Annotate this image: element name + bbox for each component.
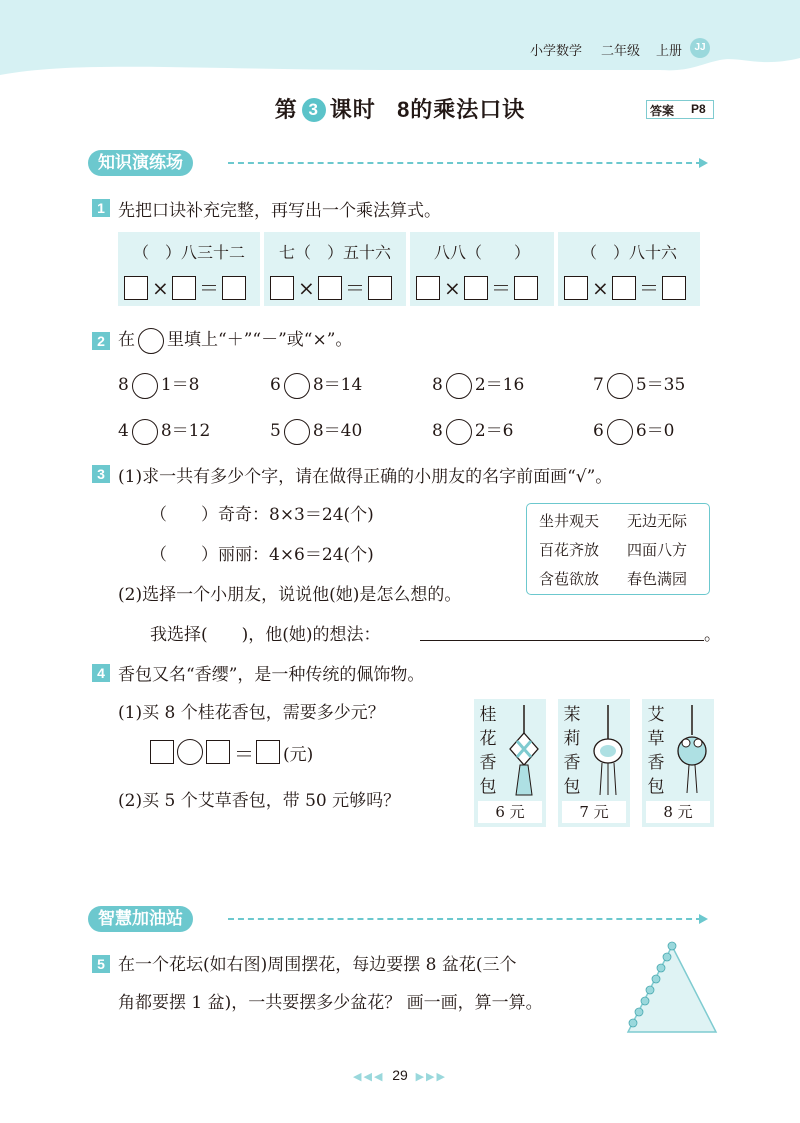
operator-circle[interactable] <box>284 373 310 399</box>
operator-circle[interactable] <box>132 373 158 399</box>
q2-item: 8 1＝8 <box>118 371 199 399</box>
lesson-title: 第 3 课时 8的乘法口诀 <box>274 97 526 122</box>
answer-box[interactable] <box>206 740 230 764</box>
answer-box[interactable] <box>222 276 246 300</box>
q2-item: 5 8＝40 <box>270 417 362 445</box>
answer-box[interactable] <box>150 740 174 764</box>
idiom-box <box>526 503 710 595</box>
question-number-4: 4 <box>92 664 110 682</box>
answer-box[interactable] <box>124 276 148 300</box>
idiom: 百花齐放 <box>539 541 600 559</box>
operator-circle[interactable] <box>607 373 633 399</box>
question-number-2: 2 <box>92 332 110 350</box>
idiom: 坐井观天 <box>539 512 600 530</box>
q3-end-mark: 。 <box>704 625 721 645</box>
q2-instruction: 在 里填上“＋”“－”或“×”。 <box>118 326 352 354</box>
q3-choose: 我选择( )，他(她)的想法： <box>150 625 381 645</box>
operator-circle[interactable] <box>446 373 472 399</box>
header-subject: 小学数学 <box>530 43 583 58</box>
q4-part2: (2)买 5 个艾草香包，带 50 元够吗？ <box>118 791 401 811</box>
q4-intro: 香包又名“香缨”，是一种传统的佩饰物。 <box>118 665 425 685</box>
answer-reference[interactable]: 答案 P8 <box>646 100 714 119</box>
answer-box[interactable] <box>564 276 588 300</box>
q3-part2: (2)选择一个小朋友，说说他(她)是怎么想的。 <box>118 585 462 605</box>
sachet-osmanthus-icon <box>504 705 544 797</box>
answer-box[interactable] <box>368 276 392 300</box>
page-number: 29 <box>392 1067 408 1083</box>
idiom: 无边无际 <box>627 512 688 530</box>
operator-circle[interactable] <box>132 419 158 445</box>
sachet-osmanthus: 桂花香包 6 元 <box>474 699 546 827</box>
operator-circle[interactable] <box>607 419 633 445</box>
idiom: 春色满园 <box>627 570 688 588</box>
sachet-mugwort-icon <box>672 705 712 797</box>
header-volume: 上册 <box>656 43 683 58</box>
answer-box[interactable] <box>612 276 636 300</box>
q1-cell-4: （ ）八十六 × ＝ <box>558 232 700 306</box>
answer-box[interactable] <box>464 276 488 300</box>
answer-line[interactable] <box>420 640 704 641</box>
q2-item: 6 8＝14 <box>270 371 362 399</box>
question-number-5: 5 <box>92 955 110 973</box>
operator-circle[interactable] <box>446 419 472 445</box>
operator-circle[interactable] <box>177 739 203 765</box>
q2-item: 4 8＝12 <box>118 417 210 445</box>
sachet-jasmine-icon <box>588 705 628 797</box>
q1-instruction: 先把口诀补充完整，再写出一个乘法算式。 <box>118 201 441 221</box>
q3-lili[interactable]: （ ）丽丽：4×6＝24(个) <box>150 545 374 565</box>
operator-circle[interactable] <box>284 419 310 445</box>
q2-item: 7 5＝35 <box>593 371 685 399</box>
q5-line1: 在一个花坛(如右图)周围摆花，每边要摆 8 盆花(三个 <box>118 955 517 975</box>
section-header-wisdom: 智慧加油站 <box>88 906 708 932</box>
publisher-badge: JJ <box>690 38 710 58</box>
section-header-knowledge: 知识演练场 <box>88 150 708 176</box>
answer-box[interactable] <box>270 276 294 300</box>
q2-item: 6 6＝0 <box>593 417 674 445</box>
flower-bed-triangle-icon <box>612 938 722 1038</box>
header-grade: 二年级 <box>601 43 641 58</box>
sachet-jasmine: 茉莉香包 7 元 <box>558 699 630 827</box>
sachet-mugwort: 艾草香包 8 元 <box>642 699 714 827</box>
q3-part1: (1)求一共有多少个字，请在做得正确的小朋友的名字前面画“√”。 <box>118 467 613 487</box>
q4-part1: (1)买 8 个桂花香包，需要多少元？ <box>118 703 385 723</box>
page-footer: ◀◀◀ 29 ▶▶▶ <box>353 1067 447 1083</box>
question-number-1: 1 <box>92 199 110 217</box>
question-number-3: 3 <box>92 465 110 483</box>
q3-qiqi[interactable]: （ ）奇奇：8×3＝24(个) <box>150 505 374 525</box>
operator-circle-icon <box>138 328 164 354</box>
q1-cell-2: 七（ ）五十六 × ＝ <box>264 232 406 306</box>
q2-item: 8 2＝16 <box>432 371 524 399</box>
answer-box[interactable] <box>318 276 342 300</box>
q4-equation: ＝ (元) <box>150 738 350 766</box>
q1-cell-3: 八八（ ） × ＝ <box>410 232 554 306</box>
q5-line2: 角都要摆 1 盆)，一共要摆多少盆花？ 画一画，算一算。 <box>118 993 543 1013</box>
answer-box[interactable] <box>514 276 538 300</box>
q1-cell-1: （ ）八三十二 × ＝ <box>118 232 260 306</box>
answer-box[interactable] <box>662 276 686 300</box>
answer-box[interactable] <box>256 740 280 764</box>
lesson-number-badge: 3 <box>302 98 326 122</box>
answer-box[interactable] <box>416 276 440 300</box>
q2-item: 8 2＝6 <box>432 417 513 445</box>
idiom: 含苞欲放 <box>539 570 600 588</box>
answer-box[interactable] <box>172 276 196 300</box>
idiom: 四面八方 <box>627 541 688 559</box>
